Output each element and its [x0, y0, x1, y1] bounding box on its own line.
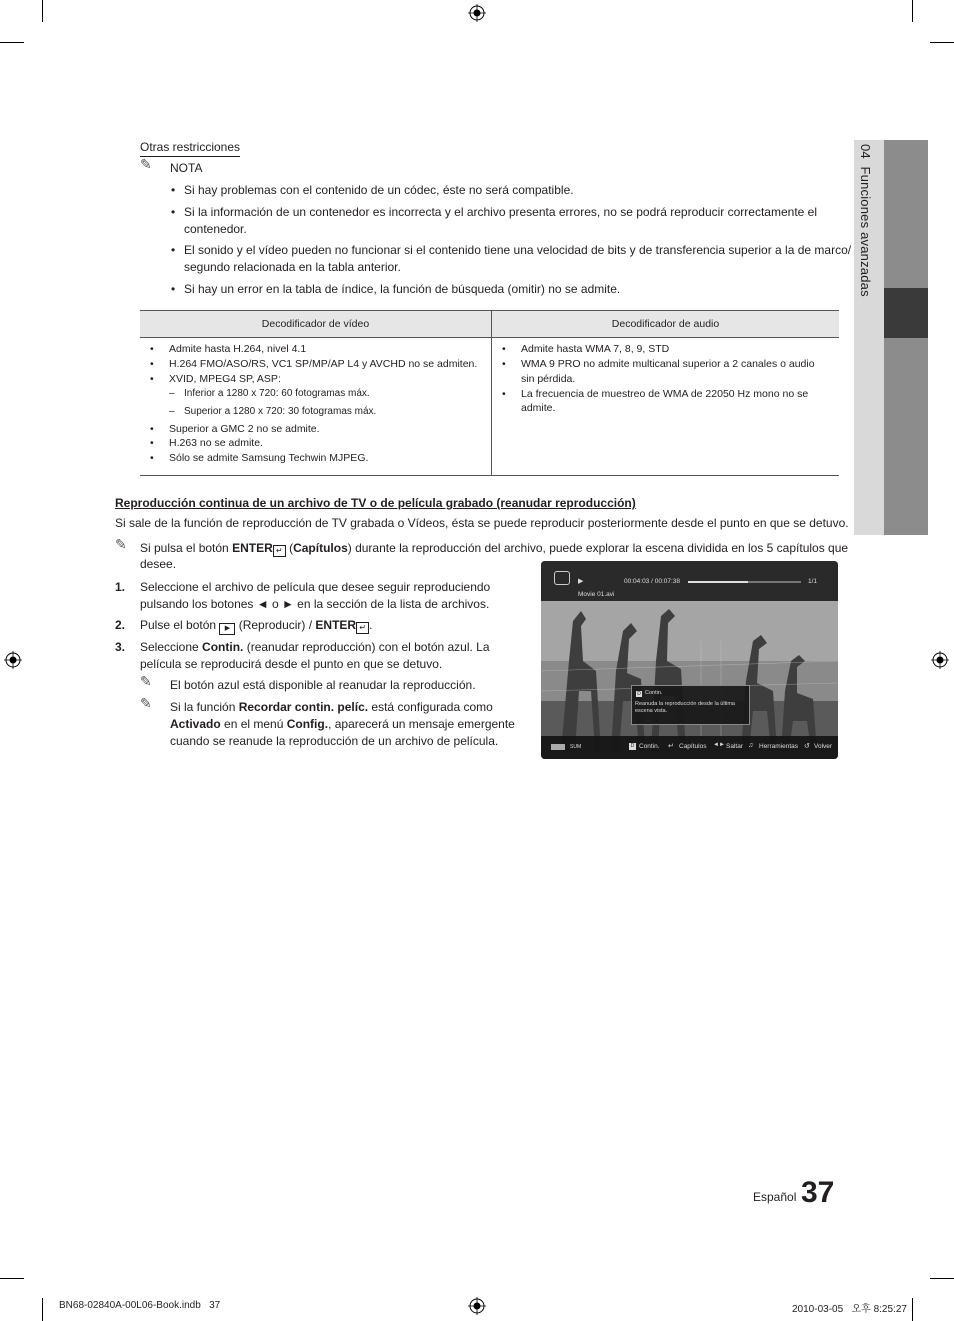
- sidebar-tab-active: [884, 288, 928, 338]
- note-chapters: [140, 540, 848, 557]
- step-number: 1.: [115, 580, 126, 594]
- restriction-item: Si hay problemas con el contenido de un códec, éste no será compatible.: [184, 183, 574, 197]
- bullet: •: [502, 388, 506, 400]
- video-subitem: Inferior a 1280 x 720: 60 fotogramas máx.: [184, 388, 370, 399]
- print-file-slug: BN68-02840A-00L06-Book.indb 37: [59, 1300, 221, 1311]
- enter-icon: ↵: [273, 545, 286, 557]
- bullet: •: [171, 183, 176, 197]
- bullet: •: [150, 358, 154, 370]
- pencil-note-icon: ✎: [140, 673, 152, 689]
- text: ) durante la reproducción del archivo, puede explorar la escena dividida en los 5 capítulos que: [347, 541, 849, 555]
- bullet: •: [171, 205, 176, 219]
- restriction-item: segundo relacionada en la tabla anterior.: [184, 260, 401, 274]
- bullet: •: [171, 243, 176, 257]
- page-indicator: 1/1: [808, 578, 818, 585]
- video-item: H.263 no se admite.: [169, 437, 263, 449]
- page-number: 37: [801, 1176, 835, 1209]
- crop-mark: [0, 1278, 24, 1279]
- text: .: [369, 618, 373, 632]
- arrows-icon: ◄►: [713, 742, 725, 748]
- chapter-number: 04: [858, 144, 873, 159]
- video-item: Sólo se admite Samsung Techwin MJPEG.: [169, 452, 369, 464]
- video-item: Admite hasta H.264, nivel 4.1: [169, 343, 307, 355]
- video-decoder-cell: [140, 338, 492, 476]
- step-text: película se reproducirá desde el punto en que se detuvo.: [140, 657, 443, 671]
- text: en el menú: [220, 717, 287, 731]
- language-label: Español: [753, 1190, 797, 1204]
- popup-text: Reanuda la reproducción desde la última: [635, 701, 735, 707]
- step-text: pulsando los botones ◄ o ► en la sección de la lista de archivos.: [140, 597, 490, 611]
- bullet: •: [150, 423, 154, 435]
- crop-mark: [42, 0, 43, 22]
- pencil-note-icon: ✎: [140, 156, 152, 172]
- progress-fill: [688, 581, 748, 583]
- contin-label: Contin.: [202, 640, 244, 654]
- step-number: 3.: [115, 640, 126, 654]
- bullet: •: [502, 343, 506, 355]
- restriction-item: El sonido y el vídeo pueden no funcionar si el contenido tiene una velocidad de bits y de transferencia superior a la de marco/: [184, 243, 852, 257]
- registration-mark-icon: [468, 4, 486, 22]
- crop-mark: [930, 1278, 954, 1279]
- popup-title: Contin.: [645, 690, 663, 696]
- bullet: •: [150, 343, 154, 355]
- registration-mark-icon: [468, 1297, 486, 1315]
- registration-mark-icon: [4, 651, 22, 669]
- bullet: •: [150, 373, 154, 385]
- note-label: NOTA: [170, 161, 203, 175]
- bullet: •: [171, 282, 176, 296]
- text: (reanudar reproducción) con el botón azul. La: [243, 640, 490, 654]
- player-top-bar: [541, 561, 838, 601]
- player-logo-icon: [554, 571, 570, 585]
- play-icon: ▶: [219, 623, 235, 635]
- note-remember-cont: cuando se reanude la reproducción de un archivo de película.: [170, 734, 499, 748]
- tv-screen-illustration: [541, 561, 838, 759]
- tools-label: Herramientas: [759, 743, 799, 750]
- video-item: Superior a GMC 2 no se admite.: [169, 423, 320, 435]
- audio-decoder-list: [492, 338, 839, 475]
- chapter-sidebar: [854, 140, 928, 535]
- step-text: Seleccione el archivo de película que desee seguir reproduciendo: [140, 580, 491, 594]
- text: Pulse el botón: [140, 618, 220, 632]
- video-item: XVID, MPEG4 SP, ASP:: [169, 373, 281, 385]
- play-state-icon: ▶: [578, 578, 584, 585]
- note-chapters-cont: desee.: [140, 557, 177, 571]
- enter-icon: ↵: [668, 743, 674, 750]
- remember-label: Recordar contin. pelíc.: [238, 700, 369, 714]
- crop-mark: [912, 0, 913, 22]
- crop-mark: [930, 42, 954, 43]
- text: está configurada como: [368, 700, 493, 714]
- video-subitem: Superior a 1280 x 720: 30 fotogramas máx.: [184, 406, 377, 417]
- pencil-note-icon: ✎: [140, 695, 152, 711]
- bullet: •: [502, 358, 506, 370]
- restrictions-heading: Otras restricciones: [140, 139, 240, 157]
- audio-decoder-cell: [492, 338, 840, 476]
- step-number: 2.: [115, 618, 126, 632]
- chapter-title: [858, 144, 873, 297]
- return-label: Volver: [814, 743, 833, 750]
- activado-label: Activado: [170, 717, 221, 731]
- chapters-label: Capítulos: [293, 541, 348, 555]
- audio-item: admite.: [521, 402, 556, 414]
- d-button-icon: D: [630, 743, 635, 749]
- text: (Reproducir) /: [235, 618, 316, 632]
- crop-mark: [912, 1298, 913, 1321]
- dash: –: [169, 388, 175, 399]
- pencil-note-icon: ✎: [115, 536, 127, 552]
- blue-d-button-icon: D: [637, 691, 641, 697]
- print-date-slug: 2010-03-05 오후 8:25:27: [792, 1304, 907, 1315]
- registration-mark-icon: [931, 651, 949, 669]
- contin-label: Contin.: [639, 743, 660, 750]
- video-decoder-header: Decodificador de vídeo: [140, 311, 492, 338]
- return-icon: ↺: [804, 743, 810, 750]
- crop-mark: [0, 42, 24, 43]
- audio-item: sin pérdida.: [521, 373, 576, 385]
- audio-item: La frecuencia de muestreo de WMA de 22050 Hz mono no se: [521, 388, 809, 400]
- popup-text: escena vista.: [635, 708, 668, 714]
- playback-time: 00:04:03 / 00:07:38: [624, 578, 681, 585]
- decoder-table: [140, 310, 839, 476]
- sum-icon: [551, 744, 565, 750]
- enter-label: ENTER: [232, 541, 273, 555]
- progress-track: [688, 581, 801, 583]
- skip-label: Saltar: [726, 743, 743, 750]
- sidebar-tab: [884, 338, 928, 535]
- chapter-name: Funciones avanzadas: [858, 166, 873, 297]
- audio-item: Admite hasta WMA 7, 8, 9, STD: [521, 343, 670, 355]
- resume-popup: [631, 685, 750, 725]
- restriction-item: Si la información de un contenedor es incorrecta y el archivo presenta errores, no se podrá reproducir correctamente el: [184, 205, 817, 219]
- sidebar-tab: [884, 140, 928, 288]
- audio-item: WMA 9 PRO no admite multicanal superior a 2 canales o audio: [521, 358, 815, 370]
- note-remember-cont: [170, 716, 515, 733]
- text: , aparecerá un mensaje emergente: [328, 717, 515, 731]
- video-decoder-list: [140, 338, 491, 475]
- restriction-item: Si hay un error en la tabla de índice, la función de búsqueda (omitir) no se admite.: [184, 282, 621, 296]
- crop-mark: [42, 1298, 43, 1321]
- step-text: [140, 617, 372, 635]
- resume-intro: Si sale de la función de reproducción de TV grabada o Vídeos, ésta se puede reproducir posteriormente desde el punto en que se detuvo.: [115, 516, 849, 530]
- note-remember: [170, 699, 493, 716]
- sum-label: SUM: [570, 744, 582, 750]
- restriction-item: contenedor.: [184, 222, 247, 236]
- bullet: •: [150, 437, 154, 449]
- text: Si la función: [170, 700, 239, 714]
- bullet: •: [150, 452, 154, 464]
- player-bottom-bar: [541, 736, 838, 759]
- enter-label: ENTER: [315, 618, 357, 632]
- tools-icon: ♫: [748, 742, 754, 749]
- dash: –: [169, 406, 175, 417]
- video-item: H.264 FMO/ASO/RS, VC1 SP/MP/AP L4 y AVCHD no se admiten.: [169, 358, 478, 370]
- chapters-label: Capítulos: [679, 743, 707, 750]
- file-name: Movie 01.avi: [578, 591, 615, 598]
- step-text: [140, 639, 490, 656]
- text: Seleccione: [140, 640, 203, 654]
- resume-heading: Reproducción continua de un archivo de TV o de película grabado (reanudar reproducción): [115, 496, 636, 510]
- text: Si pulsa el botón: [140, 541, 233, 555]
- audio-decoder-header: Decodificador de audio: [492, 311, 840, 338]
- enter-icon: ↵: [356, 622, 369, 634]
- text: (: [285, 541, 294, 555]
- config-label: Config.: [286, 717, 329, 731]
- note-blue-button: El botón azul está disponible al reanudar la reproducción.: [170, 678, 476, 692]
